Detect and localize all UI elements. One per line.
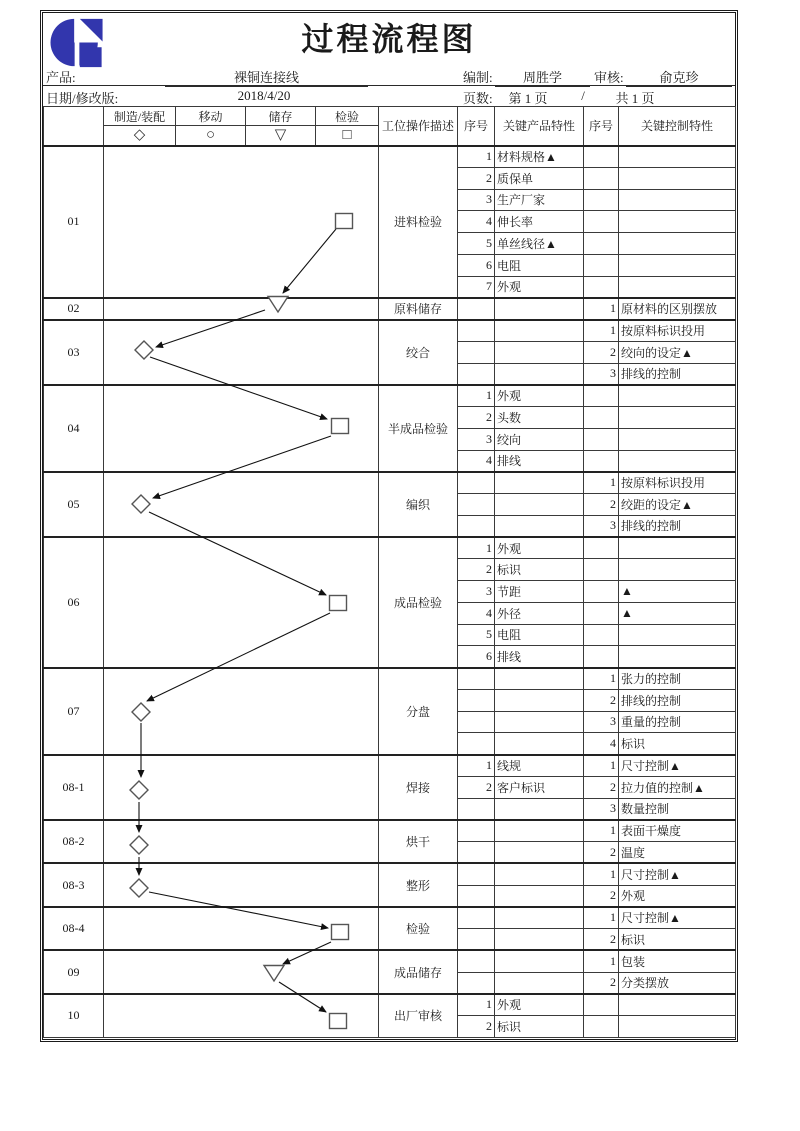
product-characteristic-cell: 排线 (495, 450, 584, 472)
operation-desc-cell: 编织 (379, 472, 458, 537)
control-characteristic-cell: 表面干燥度 (619, 820, 736, 842)
product-seq-cell (458, 733, 495, 755)
product-seq-cell: 3 (458, 189, 495, 211)
header-seq-control: 序号 (584, 107, 619, 146)
header-make-assemble: 制造/装配 (104, 107, 176, 126)
product-characteristic-cell (495, 689, 584, 711)
product-characteristic-cell: 质保单 (495, 167, 584, 189)
product-characteristic-cell (495, 907, 584, 929)
product-seq-cell: 6 (458, 254, 495, 276)
product-characteristic-cell (495, 972, 584, 994)
product-characteristic-cell: 外观 (495, 385, 584, 407)
control-characteristic-cell: 尺寸控制▲ (619, 907, 736, 929)
step-number-cell: 07 (44, 668, 104, 755)
control-characteristic-cell (619, 407, 736, 429)
product-seq-cell: 4 (458, 211, 495, 233)
product-seq-cell: 1 (458, 146, 495, 168)
operation-desc-cell: 原料储存 (379, 298, 458, 320)
control-characteristic-cell: 按原料标识投用 (619, 320, 736, 342)
product-characteristic-cell (495, 320, 584, 342)
product-characteristic-cell (495, 950, 584, 972)
table-row (44, 146, 736, 168)
control-characteristic-cell: 温度 (619, 842, 736, 864)
product-seq-cell: 5 (458, 233, 495, 255)
control-characteristic-cell: 数量控制 (619, 798, 736, 820)
product-characteristic-cell (495, 363, 584, 385)
control-characteristic-cell: 排线的控制 (619, 515, 736, 537)
product-seq-cell: 6 (458, 646, 495, 668)
reviewer-value: 俞克珍 (626, 67, 732, 87)
table-row (44, 298, 736, 320)
operation-desc-cell: 进料检验 (379, 146, 458, 298)
control-seq-cell: 3 (584, 798, 619, 820)
triangle-symbol-icon: ▽ (246, 126, 316, 146)
product-seq-cell: 5 (458, 624, 495, 646)
operation-desc-cell: 成品储存 (379, 950, 458, 994)
header-operation-desc: 工位操作描述 (379, 107, 458, 146)
product-seq-cell (458, 711, 495, 733)
control-characteristic-cell (619, 146, 736, 168)
control-seq-cell (584, 994, 619, 1016)
product-seq-cell (458, 298, 495, 320)
product-characteristic-cell (495, 733, 584, 755)
control-seq-cell (584, 167, 619, 189)
product-seq-cell (458, 515, 495, 537)
step-number-cell: 06 (44, 537, 104, 668)
product-characteristic-cell: 单丝线径▲ (495, 233, 584, 255)
table-row (44, 950, 736, 972)
flow-symbols-cell (104, 668, 379, 755)
control-seq-cell (584, 276, 619, 298)
step-number-cell: 04 (44, 385, 104, 472)
control-seq-cell: 3 (584, 711, 619, 733)
flow-symbols-cell (104, 950, 379, 994)
product-characteristic-cell (495, 711, 584, 733)
header-key-control: 关键控制特性 (619, 107, 736, 146)
product-characteristic-cell (495, 472, 584, 494)
header-seq-product: 序号 (458, 107, 495, 146)
info-row-2 (43, 86, 735, 106)
flow-symbols-cell (104, 863, 379, 907)
control-seq-cell: 2 (584, 842, 619, 864)
step-number-cell: 10 (44, 994, 104, 1038)
control-seq-cell (584, 407, 619, 429)
step-number-cell: 08-3 (44, 863, 104, 907)
control-characteristic-cell (619, 450, 736, 472)
table-row (44, 863, 736, 885)
process-flow-table (43, 106, 736, 1038)
product-characteristic-cell: 线规 (495, 755, 584, 777)
product-seq-cell (458, 689, 495, 711)
product-characteristic-cell (495, 341, 584, 363)
square-symbol-icon: □ (316, 126, 379, 146)
product-seq-cell (458, 863, 495, 885)
table-row (44, 668, 736, 690)
product-characteristic-cell: 外径 (495, 602, 584, 624)
product-characteristic-cell (495, 863, 584, 885)
flow-symbols-cell (104, 472, 379, 537)
product-characteristic-cell: 外观 (495, 994, 584, 1016)
control-characteristic-cell (619, 385, 736, 407)
control-seq-cell (584, 624, 619, 646)
control-characteristic-cell (619, 994, 736, 1016)
product-seq-cell (458, 842, 495, 864)
step-number-cell: 02 (44, 298, 104, 320)
control-seq-cell: 3 (584, 515, 619, 537)
control-seq-cell (584, 146, 619, 168)
control-characteristic-cell: 排线的控制 (619, 363, 736, 385)
product-seq-cell: 1 (458, 994, 495, 1016)
product-seq-cell: 1 (458, 385, 495, 407)
control-characteristic-cell (619, 233, 736, 255)
date-value: 2018/4/20 (237, 88, 291, 103)
control-characteristic-cell: 标识 (619, 733, 736, 755)
product-seq-cell: 2 (458, 167, 495, 189)
table-row (44, 994, 736, 1016)
control-characteristic-cell: 重量的控制 (619, 711, 736, 733)
control-characteristic-cell: 外观 (619, 885, 736, 907)
control-characteristic-cell: 按原料标识投用 (619, 472, 736, 494)
control-seq-cell: 2 (584, 494, 619, 516)
product-characteristic-cell: 标识 (495, 1016, 584, 1038)
step-number-cell: 05 (44, 472, 104, 537)
control-seq-cell: 1 (584, 668, 619, 690)
info-row-1 (43, 65, 735, 86)
step-number-cell: 08-4 (44, 907, 104, 951)
control-seq-cell (584, 233, 619, 255)
control-characteristic-cell: 尺寸控制▲ (619, 863, 736, 885)
product-seq-cell: 4 (458, 602, 495, 624)
table-row (44, 472, 736, 494)
flow-symbols-cell (104, 298, 379, 320)
product-seq-cell: 1 (458, 537, 495, 559)
control-seq-cell: 1 (584, 298, 619, 320)
product-seq-cell (458, 668, 495, 690)
product-seq-cell (458, 972, 495, 994)
title-row (43, 13, 735, 65)
product-seq-cell: 2 (458, 559, 495, 581)
control-seq-cell (584, 537, 619, 559)
pages-total: 共 1 页 (615, 91, 655, 106)
header-step-cell (44, 107, 104, 146)
product-seq-cell (458, 798, 495, 820)
control-characteristic-cell: 分类摆放 (619, 972, 736, 994)
product-seq-cell: 2 (458, 1016, 495, 1038)
header-store: 储存 (246, 107, 316, 126)
product-seq-cell: 2 (458, 776, 495, 798)
product-seq-cell: 2 (458, 407, 495, 429)
header-move: 移动 (176, 107, 246, 126)
header-key-product: 关键产品特性 (495, 107, 584, 146)
control-seq-cell (584, 385, 619, 407)
flow-symbols-cell (104, 907, 379, 951)
reviewer-label: 审核: (594, 70, 624, 85)
control-characteristic-cell: ▲ (619, 602, 736, 624)
control-seq-cell (584, 254, 619, 276)
control-seq-cell: 1 (584, 820, 619, 842)
control-characteristic-cell: 张力的控制 (619, 668, 736, 690)
product-characteristic-cell: 电阻 (495, 254, 584, 276)
pages-separator: / (581, 88, 585, 103)
product-characteristic-cell: 外观 (495, 537, 584, 559)
author-value: 周胜学 (495, 67, 590, 87)
control-characteristic-cell: 包装 (619, 950, 736, 972)
control-characteristic-cell (619, 624, 736, 646)
step-number-cell: 09 (44, 950, 104, 994)
product-characteristic-cell: 客户标识 (495, 776, 584, 798)
date-label: 日期/修改版: (46, 91, 119, 106)
header-row-labels (44, 107, 736, 126)
step-number-cell: 03 (44, 320, 104, 385)
product-seq-cell (458, 885, 495, 907)
flow-table-body (44, 146, 736, 1038)
control-seq-cell (584, 602, 619, 624)
author-label: 编制: (463, 70, 493, 85)
control-characteristic-cell (619, 254, 736, 276)
product-seq-cell (458, 820, 495, 842)
operation-desc-cell: 出厂审核 (379, 994, 458, 1038)
product-characteristic-cell: 绞向 (495, 428, 584, 450)
control-characteristic-cell: ▲ (619, 581, 736, 603)
control-seq-cell (584, 211, 619, 233)
control-seq-cell (584, 581, 619, 603)
table-row (44, 320, 736, 342)
flow-symbols-cell (104, 320, 379, 385)
control-seq-cell (584, 559, 619, 581)
product-seq-cell: 3 (458, 581, 495, 603)
control-characteristic-cell: 尺寸控制▲ (619, 755, 736, 777)
operation-desc-cell: 成品检验 (379, 537, 458, 668)
product-characteristic-cell (495, 842, 584, 864)
product-characteristic-cell (495, 929, 584, 951)
operation-desc-cell: 半成品检验 (379, 385, 458, 472)
control-characteristic-cell (619, 559, 736, 581)
product-characteristic-cell (495, 820, 584, 842)
control-characteristic-cell (619, 211, 736, 233)
flow-symbols-cell (104, 755, 379, 820)
control-characteristic-cell: 绞距的设定▲ (619, 494, 736, 516)
product-characteristic-cell (495, 885, 584, 907)
product-seq-cell: 3 (458, 428, 495, 450)
operation-desc-cell: 烘干 (379, 820, 458, 864)
product-seq-cell: 4 (458, 450, 495, 472)
table-row (44, 537, 736, 559)
product-characteristic-cell: 伸长率 (495, 211, 584, 233)
control-seq-cell: 2 (584, 689, 619, 711)
control-characteristic-cell: 绞向的设定▲ (619, 341, 736, 363)
product-characteristic-cell: 电阻 (495, 624, 584, 646)
product-characteristic-cell (495, 515, 584, 537)
control-seq-cell: 1 (584, 907, 619, 929)
product-characteristic-cell (495, 494, 584, 516)
flow-symbols-cell (104, 537, 379, 668)
flow-symbols-cell (104, 385, 379, 472)
control-seq-cell: 2 (584, 929, 619, 951)
pages-label: 页数: (463, 91, 493, 106)
product-seq-cell (458, 320, 495, 342)
control-characteristic-cell (619, 537, 736, 559)
flow-symbols-cell (104, 820, 379, 864)
product-seq-cell: 1 (458, 755, 495, 777)
product-characteristic-cell: 生产厂家 (495, 189, 584, 211)
control-characteristic-cell (619, 428, 736, 450)
step-number-cell: 08-2 (44, 820, 104, 864)
control-characteristic-cell: 标识 (619, 929, 736, 951)
flow-symbols-cell (104, 146, 379, 298)
product-value: 裸铜连接线 (165, 67, 368, 87)
product-seq-cell: 7 (458, 276, 495, 298)
process-flow-form (40, 10, 738, 1042)
control-seq-cell: 2 (584, 972, 619, 994)
product-characteristic-cell: 头数 (495, 407, 584, 429)
product-seq-cell (458, 950, 495, 972)
circle-symbol-icon: ○ (176, 126, 246, 146)
control-characteristic-cell (619, 189, 736, 211)
table-row (44, 755, 736, 777)
product-characteristic-cell: 外观 (495, 276, 584, 298)
product-seq-cell (458, 929, 495, 951)
product-characteristic-cell: 材料规格▲ (495, 146, 584, 168)
product-characteristic-cell: 标识 (495, 559, 584, 581)
header-inspect: 检验 (316, 107, 379, 126)
flow-symbols-cell (104, 994, 379, 1038)
product-characteristic-cell: 节距 (495, 581, 584, 603)
operation-desc-cell: 整形 (379, 863, 458, 907)
table-row (44, 907, 736, 929)
control-characteristic-cell (619, 1016, 736, 1038)
control-characteristic-cell: 拉力值的控制▲ (619, 776, 736, 798)
product-characteristic-cell (495, 298, 584, 320)
operation-desc-cell: 分盘 (379, 668, 458, 755)
control-seq-cell: 2 (584, 776, 619, 798)
control-seq-cell: 3 (584, 363, 619, 385)
control-seq-cell: 1 (584, 950, 619, 972)
product-seq-cell (458, 472, 495, 494)
product-label: 产品: (46, 70, 76, 85)
product-characteristic-cell (495, 798, 584, 820)
control-characteristic-cell: 原材料的区别摆放 (619, 298, 736, 320)
control-seq-cell: 1 (584, 755, 619, 777)
table-row (44, 385, 736, 407)
product-characteristic-cell (495, 668, 584, 690)
control-seq-cell: 2 (584, 341, 619, 363)
control-seq-cell (584, 428, 619, 450)
control-seq-cell (584, 189, 619, 211)
page-title: 过程流程图 (301, 21, 477, 57)
product-seq-cell (458, 363, 495, 385)
control-characteristic-cell: 排线的控制 (619, 689, 736, 711)
control-seq-cell (584, 1016, 619, 1038)
operation-desc-cell: 检验 (379, 907, 458, 951)
product-seq-cell (458, 341, 495, 363)
control-seq-cell: 4 (584, 733, 619, 755)
product-seq-cell (458, 494, 495, 516)
diamond-symbol-icon: ◇ (104, 126, 176, 146)
step-number-cell: 08-1 (44, 755, 104, 820)
control-seq-cell (584, 646, 619, 668)
control-seq-cell: 1 (584, 320, 619, 342)
step-number-cell: 01 (44, 146, 104, 298)
control-characteristic-cell (619, 646, 736, 668)
control-characteristic-cell (619, 167, 736, 189)
company-logo-icon (48, 16, 106, 69)
control-seq-cell: 2 (584, 885, 619, 907)
control-seq-cell: 1 (584, 863, 619, 885)
control-characteristic-cell (619, 276, 736, 298)
control-seq-cell: 1 (584, 472, 619, 494)
table-row (44, 820, 736, 842)
product-seq-cell (458, 907, 495, 929)
operation-desc-cell: 焊接 (379, 755, 458, 820)
operation-desc-cell: 绞合 (379, 320, 458, 385)
product-characteristic-cell: 排线 (495, 646, 584, 668)
control-seq-cell (584, 450, 619, 472)
pages-current: 第 1 页 (508, 91, 548, 106)
